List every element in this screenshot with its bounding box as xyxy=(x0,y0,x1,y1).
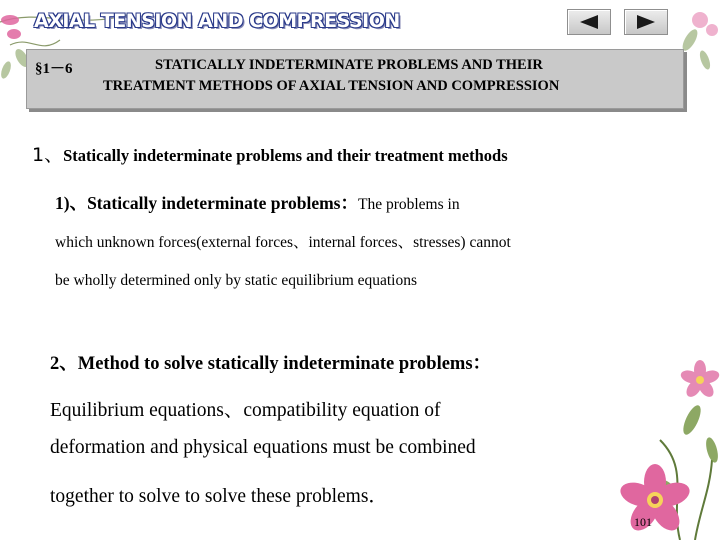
heading-2: 2、Method to solve statically indeterminate problems： xyxy=(50,354,492,374)
next-slide-button[interactable] xyxy=(624,9,668,35)
section-banner xyxy=(26,49,684,109)
page-number: 101 xyxy=(634,515,652,529)
section-title-line1: STATICALLY INDETERMINATE PROBLEMS AND THEIR xyxy=(155,57,543,73)
subheading-1-text: The problems in xyxy=(357,196,460,213)
definition-line-3: be wholly determined only by static equilibrium equations xyxy=(55,272,418,289)
heading-1-number: 1、 xyxy=(32,144,64,166)
section-number: §1－6 xyxy=(35,61,73,77)
previous-slide-button[interactable] xyxy=(567,9,611,35)
method-line-2: deformation and physical equations must be combined xyxy=(50,437,476,458)
method-line-1: Equilibrium equations、compatibility equation of xyxy=(50,400,441,421)
slide-header-title: AXIAL TENSION AND COMPRESSION xyxy=(34,10,400,32)
subheading-1 xyxy=(55,190,460,215)
definition-line-2: which unknown forces(external forces、internal forces、stresses) cannot xyxy=(55,234,511,251)
heading-1 xyxy=(32,140,508,167)
heading-1-text: Statically indeterminate problems and their treatment methods xyxy=(63,146,508,165)
triangle-right-icon xyxy=(635,14,657,30)
triangle-left-icon xyxy=(578,14,600,30)
section-title-line2: TREATMENT METHODS OF AXIAL TENSION AND COMPRESSION xyxy=(103,78,560,94)
flower-decoration xyxy=(600,340,720,540)
method-line-3: together to solve to solve these problems． xyxy=(50,486,388,507)
subheading-1-label: 1)、Statically indeterminate problems： xyxy=(55,193,358,213)
